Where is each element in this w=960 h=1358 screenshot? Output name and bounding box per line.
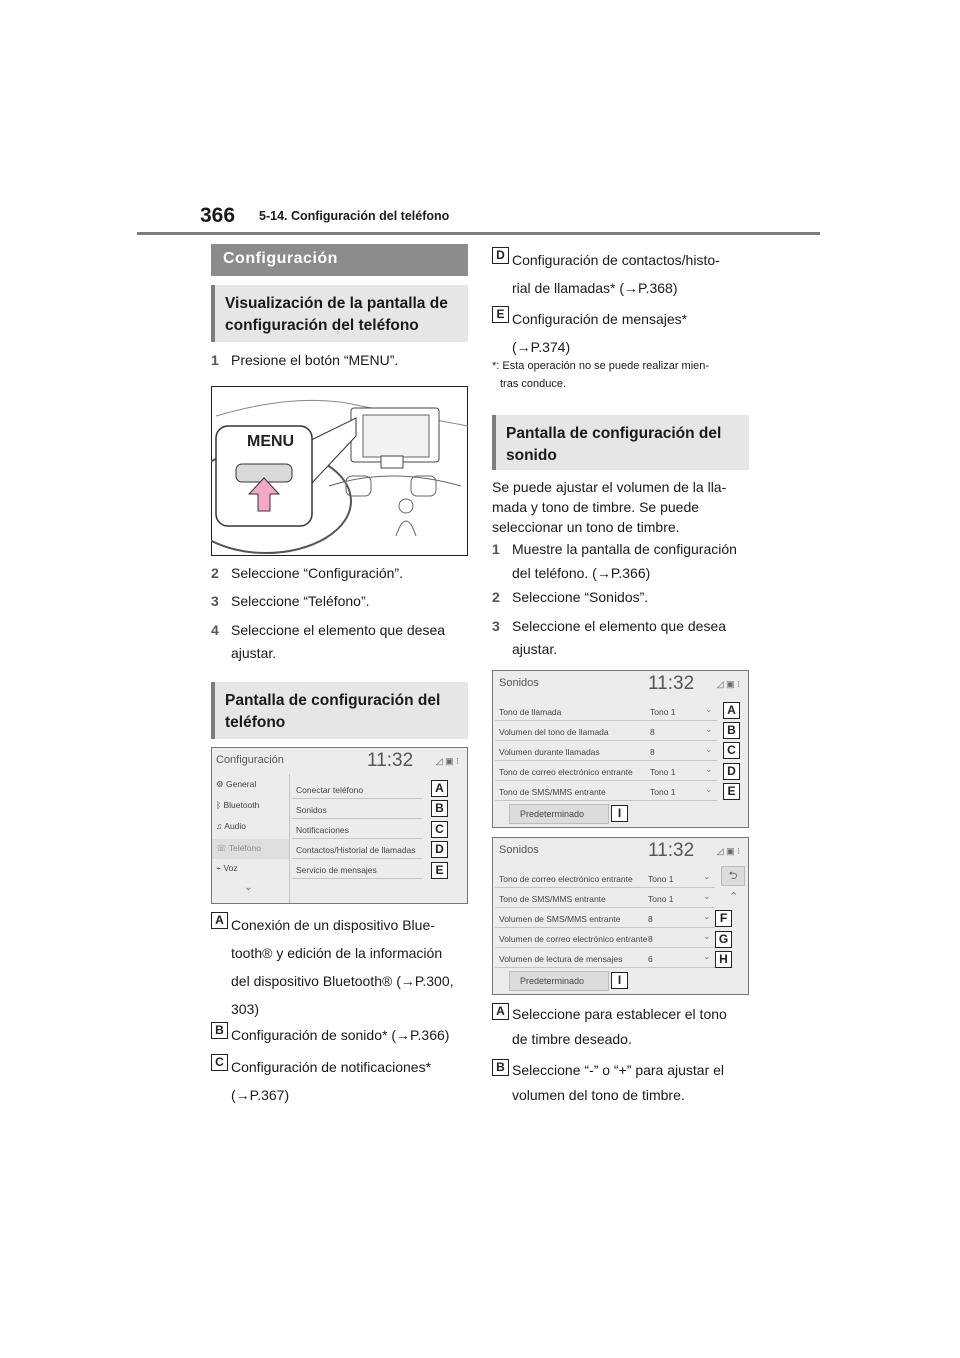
dashboard-illustration xyxy=(211,386,468,556)
sound-row-3[interactable]: Volumen de SMS/MMS entrante 8 ⌄ xyxy=(495,908,715,928)
item-e: E Configuración de mensajes* (→P.374) xyxy=(492,305,762,361)
callout-badge-i: I xyxy=(611,805,628,822)
section-title: 5-14. Configuración del teléfono xyxy=(259,209,450,223)
default-button[interactable]: Predeterminado xyxy=(509,804,609,824)
page-number: 366 xyxy=(200,204,236,227)
sounds-screen-2 xyxy=(492,837,749,995)
item-badge: E xyxy=(492,306,509,323)
sound-row-1[interactable]: Tono de llamada Tono 1 ⌄ xyxy=(495,701,717,721)
step-number: 2 xyxy=(211,565,219,581)
sounds-screen-1 xyxy=(492,670,749,828)
heading-pantalla-sonido: Pantalla de configuración del sonido xyxy=(492,415,749,470)
item-badge: D xyxy=(492,247,509,264)
step-text: Presione el botón “MENU”. xyxy=(231,352,399,368)
sound-row-4[interactable]: Tono de correo electrónico entrante Tono 1 ⌄ xyxy=(495,761,717,781)
scroll-up-icon[interactable]: ⌃ xyxy=(729,891,739,903)
step-number: 1 xyxy=(211,352,219,368)
screen-clock: 11:32 xyxy=(367,750,414,771)
left-step-4 xyxy=(211,619,468,665)
screen-title: Configuración xyxy=(216,754,284,766)
menu-row-notificaciones[interactable]: Notificaciones xyxy=(292,819,422,839)
callout-badge-b: B xyxy=(431,800,448,817)
left-step-3 xyxy=(211,591,468,611)
callout-badge-b: B xyxy=(723,722,740,739)
callout-badge-c: C xyxy=(431,821,448,838)
step-number: 2 xyxy=(492,589,500,605)
callout-badge-d: D xyxy=(723,763,740,780)
item-a: A Conexión de un dispositivo Blue- tooth® y edición de la información del dispositivo Bluetooth® (→P.300, 303) xyxy=(211,911,473,1023)
sound-row-5[interactable]: Volumen de lectura de mensajes 6 ⌄ xyxy=(495,948,715,968)
status-icons: ◿ ▣ ⁝ xyxy=(716,679,740,689)
default-button[interactable]: Predeterminado xyxy=(509,971,609,991)
sidebar-item-general[interactable]: ⚙ General xyxy=(216,779,257,789)
sidebar-item-voz[interactable]: ⌁ Voz xyxy=(216,863,238,873)
right-step-2 xyxy=(492,587,762,607)
settings-sidebar xyxy=(212,774,290,904)
sound-row-2[interactable]: Volumen del tono de llamada 8 ⌄ xyxy=(495,721,717,741)
item-b: B Configuración de sonido* (→P.366) xyxy=(211,1021,473,1049)
left-step-2 xyxy=(211,563,468,583)
callout-badge-f: F xyxy=(715,910,732,927)
menu-button-label: MENU xyxy=(247,433,295,450)
step-number: 4 xyxy=(211,622,219,638)
sidebar-item-audio[interactable]: ♫ Audio xyxy=(216,821,247,831)
bottom-item-b: B Seleccione “-” o “+” para ajustar el volumen del tono de timbre. xyxy=(492,1058,762,1108)
sidebar-item-bluetooth[interactable]: ᛒ Bluetooth xyxy=(216,800,260,810)
status-icons: ◿ ▣ ⁝ xyxy=(716,846,740,856)
item-badge: B xyxy=(211,1022,228,1039)
item-badge: B xyxy=(492,1059,509,1076)
step-text: Seleccione el elemento que desea ajustar. xyxy=(231,622,446,661)
sidebar-item-telefono[interactable]: ☏ Teléfono xyxy=(216,843,261,853)
callout-badge-g: G xyxy=(715,931,732,948)
footnote: *: Esta operación no se puede realizar mien- tras conduce. xyxy=(492,360,710,390)
heading-pantalla-telefono: Pantalla de configuración del teléfono xyxy=(211,682,468,739)
callout-badge-e: E xyxy=(431,862,448,879)
step-number: 3 xyxy=(211,593,219,609)
menu-row-contactos[interactable]: Contactos/Historial de llamadas xyxy=(292,839,422,859)
callout-badge-a: A xyxy=(431,780,448,797)
step-text: Seleccione “Sonidos”. xyxy=(512,589,649,605)
step-text: Seleccione “Teléfono”. xyxy=(231,593,370,609)
sound-row-5[interactable]: Tono de SMS/MMS entrante Tono 1 ⌄ xyxy=(495,781,717,801)
callout-badge-d: D xyxy=(431,841,448,858)
heading-configuracion: Configuración xyxy=(211,244,468,276)
sound-row-2[interactable]: Tono de SMS/MMS entrante Tono 1 ⌄ xyxy=(495,888,715,908)
intro-paragraph: Se puede ajustar el volumen de la lla- mada y tono de timbre. Se puede seleccionar un tono de timbre. xyxy=(492,479,727,535)
screen-title: Sonidos xyxy=(499,844,539,856)
item-badge: C xyxy=(211,1054,228,1071)
callout-badge-c: C xyxy=(723,742,740,759)
heading-visualizacion: Visualización de la pantalla de configuración del teléfono xyxy=(211,285,468,342)
chevron-down-icon[interactable]: ⌄ xyxy=(244,882,253,893)
item-badge: A xyxy=(211,912,228,929)
status-icons: ◿ ▣ ⁝ xyxy=(435,756,459,766)
screen-title: Sonidos xyxy=(499,677,539,689)
sound-row-4[interactable]: Volumen de correo electrónico entrante 8 ⌄ xyxy=(495,928,715,948)
sound-row-1[interactable]: Tono de correo electrónico entrante Tono 1 ⌄ xyxy=(495,868,715,888)
item-d: D Configuración de contactos/histo- rial de llamadas* (→P.368) xyxy=(492,246,762,302)
menu-row-conectar[interactable]: Conectar teléfono xyxy=(292,779,422,799)
screen-clock: 11:32 xyxy=(648,840,695,861)
right-step-1: 1 Muestre la pantalla de configuración del teléfono. (→P.366) xyxy=(492,537,762,585)
right-step-3: 3 Seleccione el elemento que desea ajustar. xyxy=(492,615,762,661)
step-number: 3 xyxy=(492,618,500,634)
back-button[interactable]: ⮌ xyxy=(721,866,745,886)
header-rule xyxy=(137,232,820,235)
sound-row-3[interactable]: Volumen durante llamadas 8 ⌄ xyxy=(495,741,717,761)
callout-badge-i: I xyxy=(611,972,628,989)
callout-badge-h: H xyxy=(715,951,732,968)
menu-row-mensajes[interactable]: Servicio de mensajes xyxy=(292,859,422,879)
item-c: C Configuración de notificaciones* (→P.367) xyxy=(211,1053,473,1109)
callout-badge-a: A xyxy=(723,702,740,719)
item-badge: A xyxy=(492,1003,509,1020)
step-text: Seleccione “Configuración”. xyxy=(231,565,403,581)
left-step-1 xyxy=(211,350,468,370)
phone-settings-screen xyxy=(211,747,468,904)
menu-row-sonidos[interactable]: Sonidos xyxy=(292,799,422,819)
bottom-item-a: A Seleccione para establecer el tono de timbre deseado. xyxy=(492,1002,762,1052)
screen-clock: 11:32 xyxy=(648,673,695,694)
step-number: 1 xyxy=(492,541,500,557)
callout-badge-e: E xyxy=(723,783,740,800)
